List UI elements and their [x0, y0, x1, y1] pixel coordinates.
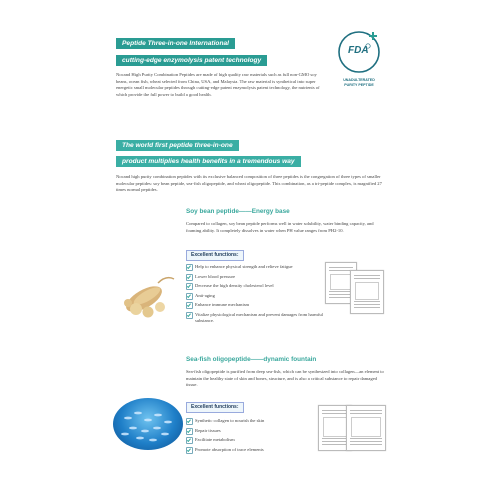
check-icon [186, 418, 193, 425]
fda-caption-line2: PURITY PEPTIDE [344, 83, 374, 87]
fda-caption-line1: UNADULTERATED [343, 78, 375, 82]
soy-heading: Soy bean peptide——Energy base [186, 208, 290, 215]
section2-title-line1: The world first peptide three-in-one [116, 140, 239, 151]
check-icon [186, 302, 193, 309]
section1-title-line2: cutting-edge enzymolysis patent technology [116, 55, 267, 66]
check-icon [186, 283, 193, 290]
soy-features-label: Excellent functions: [186, 250, 244, 261]
soy-features-list [186, 264, 326, 327]
list-item: Repair tissues [186, 428, 326, 434]
soy-certificate-doc-2 [350, 270, 384, 314]
soy-beans-image [114, 265, 184, 325]
fda-badge [335, 28, 383, 76]
fish-paragraph: Sea-fish oligopeptide is purified from deep sea-fish, which can be synthesized into collagen—an element to maintain the healthy state of skin and bones, structure, and is also a critical substance to repair damaged tissue. [186, 369, 384, 388]
list-item: Promote absorption of trace elements [186, 447, 326, 453]
fish-heading: Sea-fish oligopeptide——dynamic fountain [186, 356, 317, 363]
check-icon [186, 274, 193, 281]
check-icon [186, 437, 193, 444]
soy-beans-illustration [114, 265, 184, 325]
check-icon [186, 293, 193, 300]
fish-school-illustration [113, 398, 183, 450]
list-item: Enhance immune mechanism [186, 302, 326, 308]
section2-paragraph: Nocand high purity combination peptides with its exclusive balanced composition of three peptides is the congregation of three types of smaller molecular peptides: soy bean peptide, sea-fish oligopeptide, and wheat oligopeptide. This combination, as a tri-peptide complex, is magnified 27 times normal peptides. [116, 174, 382, 193]
check-icon [186, 312, 193, 319]
fish-certificate-doc-2 [346, 405, 386, 451]
list-item: Help to enhance physical strength and relieve fatigue [186, 264, 326, 270]
list-item: Facilitate metabolism [186, 437, 326, 443]
section1-title-line1: Peptide Three-in-one International [116, 38, 235, 49]
soy-paragraph: Compared to collagen, soy bean peptide performs well in water solubility, water binding capacity, and foaming ability. It completely dissolves in water when PH value ranges from PH2-10. [186, 221, 374, 233]
section2-title-line2: product multiplies health benefits in a tremendous way [116, 156, 301, 167]
list-item: Anti-aging [186, 293, 326, 299]
fish-features-list [186, 418, 326, 456]
fish-features-label: Excellent functions: [186, 402, 244, 413]
fda-caption [330, 78, 388, 88]
list-item: Lower blood pressure [186, 274, 326, 280]
check-icon [186, 264, 193, 271]
list-item: Decrease the high density cholesterol level [186, 283, 326, 289]
section1-paragraph: Nocand High Purity Combination Peptides are made of high quality raw materials such as full non-GMO soy beans, ocean fish, wheat selected from China, USA, and Malaysia. The raw material is synthetical into super energetic small molecular peptides through cutting-edge patent enzymolysis patent technology, the nutrients of which provide the full power to build a good health. [116, 72, 320, 97]
check-icon [186, 428, 193, 435]
sea-fish-image [113, 398, 183, 450]
check-icon [186, 447, 193, 454]
fda-logo-text: FDA [348, 45, 369, 56]
list-item: Vitalize physiological mechanism and prevent damages from harmful substance. [186, 312, 326, 324]
list-item: Synthetic collagen to nourish the skin [186, 418, 326, 424]
